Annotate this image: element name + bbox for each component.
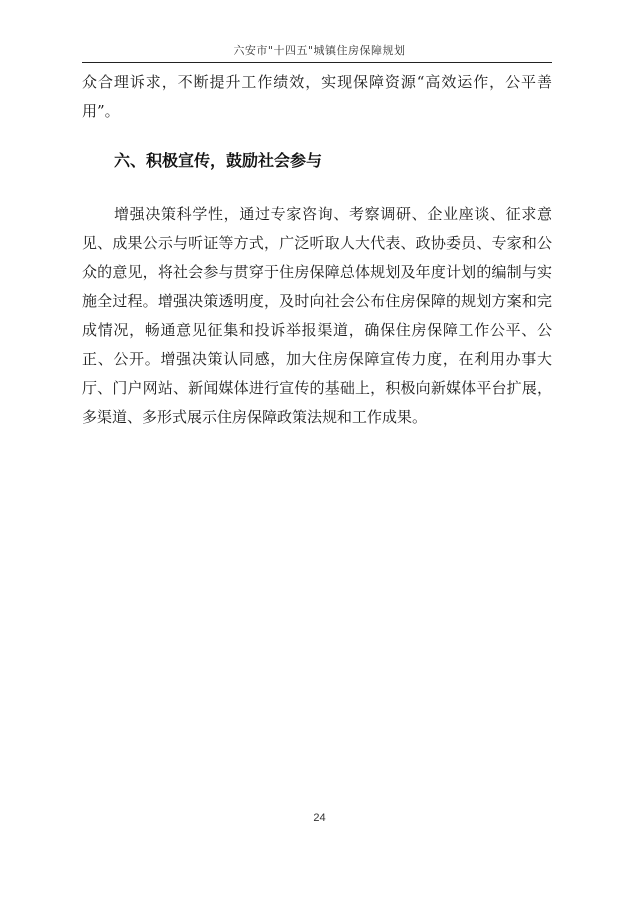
section-heading: 六、积极宣传，鼓励社会参与: [114, 151, 323, 170]
page-header-title: 六安市"十四五"城镇住房保障规划: [233, 44, 406, 57]
header-divider: [82, 62, 552, 63]
continuation-paragraph: 众合理诉求，不断提升工作绩效，实现保障资源“高效运作，公平善用”。: [82, 73, 552, 120]
page-number: 24: [313, 812, 326, 824]
body-paragraph: 增强决策科学性，通过专家咨询、考察调研、企业座谈、征求意见、成果公示与听证等方式，广泛听取人大代表、政协委员、专家和公众的意见，将社会参与贯穿于住房保障总体规划及年度计划的编制与实施全过程。增强决策透明度，及时向社会公布住房保障的规划方案和完成情况，畅通意见征集和投诉举报渠道，确保住房保障工作公平、公正、公开。增强决策认同感，加大住房保障宣传力度，在利用办事大厅、门户网站、新闻媒体进行宣传的基础上，积极向新媒体平台扩展，多渠道、多形式展示住房保障政策法规和工作成果。: [82, 205, 552, 426]
